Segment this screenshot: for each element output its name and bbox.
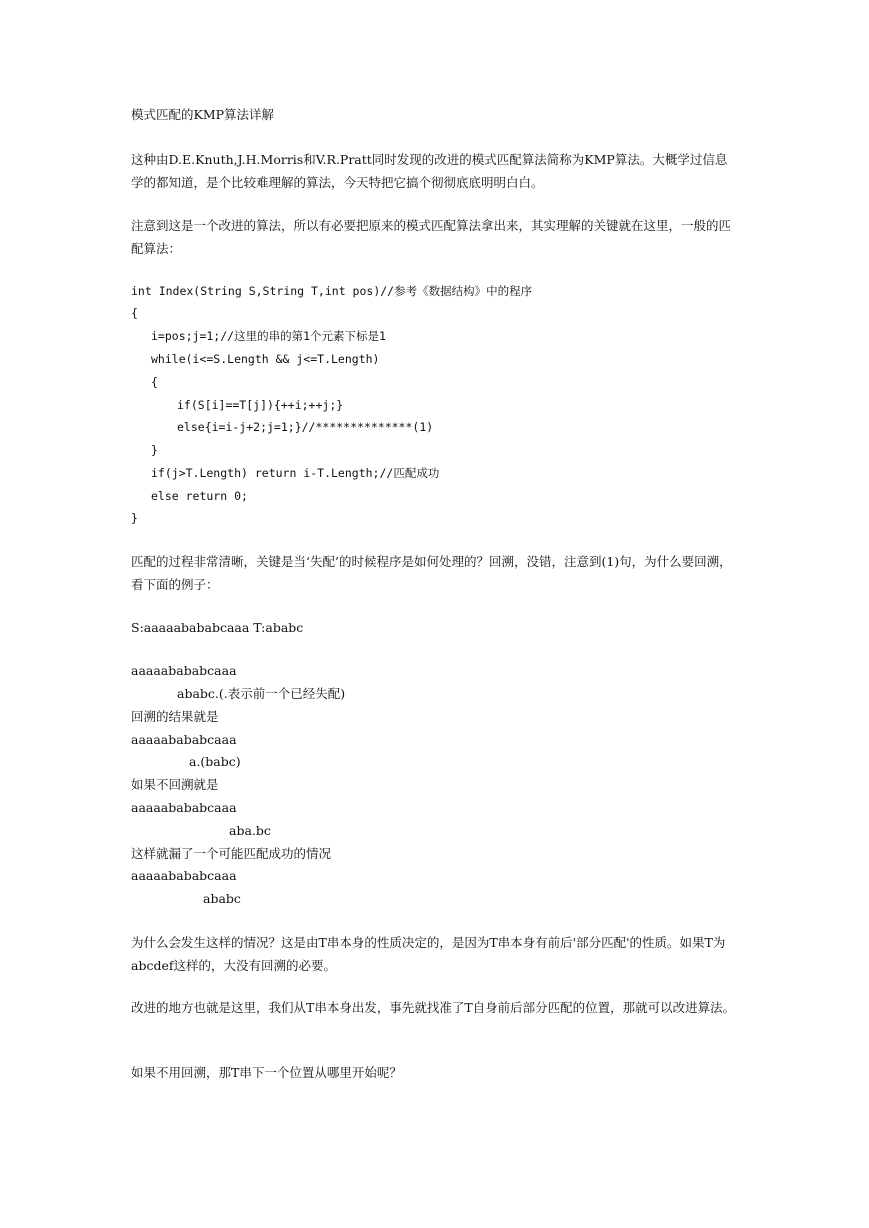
code-line: while(i<=S.Length && j<=T.Length) — [151, 352, 380, 366]
code-line: if(S[i]==T[j]){++i;++j;} — [177, 398, 344, 412]
code-line: { — [151, 375, 158, 389]
example-line: aaaaabababcaaa — [131, 868, 237, 883]
code-line: i=pos;j=1;//这里的串的第1个元素下标是1 — [151, 329, 386, 343]
code-line: } — [131, 511, 138, 525]
why-paragraph: 为什么会发生这样的情况？这是由T串本身的性质决定的，是因为T串本身有前后'部分匹配'的性质。如果T为abcdef这样的，大没有回溯的必要。 — [131, 935, 726, 973]
improve-paragraph: 改进的地方也就是这里，我们从T串本身出发，事先就找准了T自身前后部分匹配的位置，那就可以改进算法。 — [131, 1000, 736, 1015]
code-line: int Index(String S,String T,int pos)//参考《数据结构》中的程序 — [131, 284, 533, 298]
example-strings: S:aaaaabababcaaa T:ababc — [131, 620, 304, 635]
example-line: aaaaabababcaaa — [131, 800, 237, 815]
code-line: } — [151, 443, 158, 457]
example-line: aba.bc — [229, 823, 271, 838]
code-line: else return 0; — [151, 489, 248, 503]
example-line: a.(babc) — [189, 754, 241, 769]
example-line: aaaaabababcaaa — [131, 732, 237, 747]
example-line: ababc — [203, 891, 241, 906]
document-title: 模式匹配的KMP算法详解 — [131, 107, 275, 122]
process-paragraph: 匹配的过程非常清晰，关键是当‘失配’的时候程序是如何处理的？回溯，没错，注意到(1)句，为什么要回溯，看下面的例子： — [131, 554, 732, 592]
example-line: aaaaabababcaaa — [131, 663, 237, 678]
example-line: ababc.(.表示前一个已经失配) — [177, 686, 346, 701]
notice-paragraph: 注意到这是一个改进的算法，所以有必要把原来的模式匹配算法拿出来，其实理解的关键就在这里，一般的匹配算法： — [131, 218, 732, 256]
code-line: if(j>T.Length) return i-T.Length;//匹配成功 — [151, 466, 440, 480]
code-line: else{i=i-j+2;j=1;}//**************(1) — [177, 420, 434, 434]
question-line: 如果不用回溯，那T串下一个位置从哪里开始呢？ — [131, 1065, 402, 1080]
example-line: 回溯的结果就是 — [131, 709, 219, 724]
intro-paragraph: 这种由D.E.Knuth,J.H.Morris和V.R.Pratt同时发现的改进的模式匹配算法简称为KMP算法。大概学过信息学的都知道，是个比较难理解的算法，今天特把它搞个彻彻底底明明白白。 — [131, 152, 728, 190]
example-line: 如果不回溯就是 — [131, 777, 219, 792]
example-line: 这样就漏了一个可能匹配成功的情况 — [131, 846, 332, 861]
code-line: { — [131, 306, 138, 320]
